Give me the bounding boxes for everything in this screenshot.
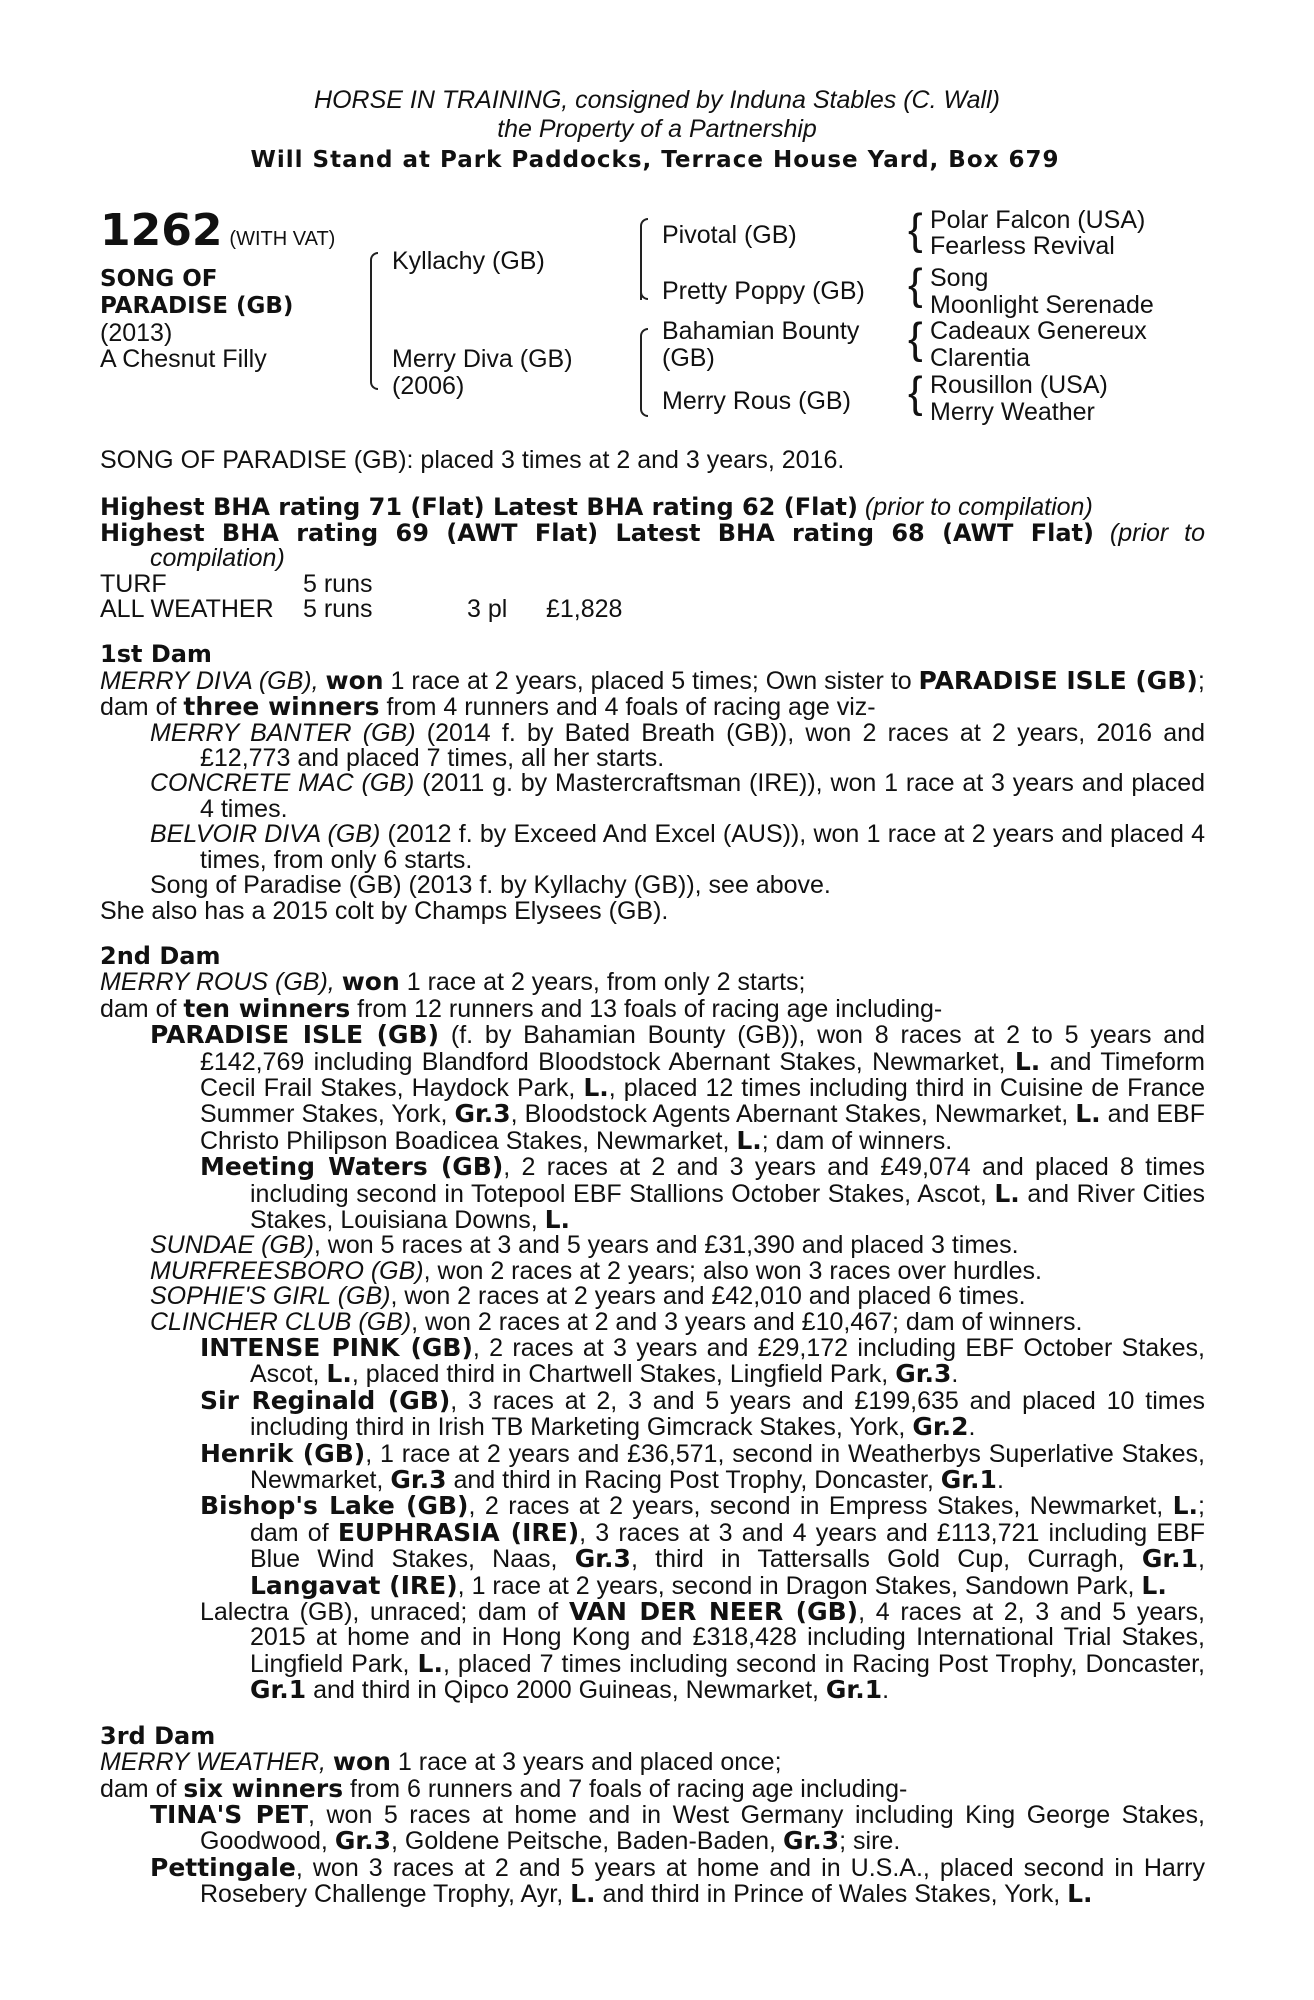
- sire-sire: Pivotal (GB): [662, 221, 797, 249]
- third-dam-tinas-pet: TINA'S PET, won 5 races at home and in West Germany including King George Stakes, Goodwood, Gr.3, Goldene Peitsche, Baden-Baden, Gr.3; sire.: [150, 1799, 1205, 1856]
- consignor-line: HORSE IN TRAINING, consigned by Induna Stables (C. Wall): [314, 86, 1000, 114]
- second-dam-intense-pink: INTENSE PINK (GB), 2 races at 3 years and £29,172 including EBF October Stakes, Ascot, L., placed third in Chartwell Stakes, Lingfield Park, Gr.3.: [200, 1333, 1205, 1389]
- second-dam-lalectra: Lalectra (GB), unraced; dam of VAN DER NEER (GB), 4 races at 2, 3 and 5 years, 2015 at home and in Hong Kong and £318,428 including International Trial Stakes, Lingfield Park, L., placed 7 times including second in Racing Post Trophy, Doncaster, Gr.1 and third in Qipco 2000 Guineas, Newmarket, Gr.1.: [200, 1597, 1205, 1705]
- sss: Polar Falcon (USA): [930, 206, 1146, 234]
- horse-name-line2: PARADISE (GB): [100, 293, 294, 319]
- third-dam-pettingale: Pettingale, won 3 races at 2 and 5 years at home and in U.S.A., placed second in Harry Rosebery Challenge Trophy, Ayr, L. and third in Prince of Wales Stakes, York, L.: [150, 1852, 1205, 1909]
- dam: Merry Diva (GB): [392, 345, 573, 373]
- pedigree-brace: {: [908, 314, 923, 363]
- second-dam-produce: dam of ten winners from 12 runners and 13 foals of racing age including-: [100, 993, 943, 1023]
- catalogue-body: [100, 448, 1205, 1908]
- pedigree-brace: [640, 365, 648, 417]
- sds: Song: [930, 264, 989, 292]
- third-dam-line: MERRY WEATHER, won 1 race at 3 years and placed once;: [100, 1747, 782, 1777]
- second-dam-meeting-waters: Meeting Waters (GB), 2 races at 2 and 3 years and £49,074 and placed 8 times including second in Totepool EBF Stallions October Stakes, Ascot, L. and River Cities Stakes, Louisiana Downs, L.: [200, 1152, 1206, 1234]
- awt-rating-note: compilation): [150, 544, 285, 573]
- second-dam-henrik: Henrik (GB), 1 race at 2 years and £36,571, second in Weatherbys Superlative Stakes, Newmarket, Gr.3 and third in Racing Post Trophy, Doncaster, Gr.1.: [200, 1438, 1205, 1495]
- dam-sire: Bahamian Bounty: [662, 317, 860, 345]
- second-dam-line: MERRY ROUS (GB), won 1 race at 2 years, from only 2 starts;: [100, 967, 806, 997]
- pedigree-brace: {: [908, 260, 923, 309]
- first-dam-produce: dam of three winners from 4 runners and 4 foals of racing age viz-: [100, 692, 876, 722]
- dam-year: (2006): [392, 372, 465, 400]
- awt-rating: Highest BHA rating 69 (AWT Flat) Latest BHA rating 68 (AWT Flat) (prior to: [100, 518, 1205, 547]
- third-dam-produce: dam of six winners from 6 runners and 7 foals of racing age including-: [100, 1773, 908, 1803]
- second-dam-murfreesboro: MURFREESBORO (GB), won 2 races at 2 years; also won 3 races over hurdles.: [150, 1256, 1042, 1285]
- first-dam-foal-1: MERRY BANTER (GB) (2014 f. by Bated Breath (GB)), won 2 races at 2 years, 2016 and £12,773 and placed 7 times, all her starts.: [150, 718, 1205, 773]
- first-dam-foal-2: CONCRETE MAC (GB) (2011 g. by Mastercraftsman (IRE)), won 1 race at 3 years and placed 4 times.: [150, 769, 1205, 823]
- dam-sire-2: (GB): [662, 344, 715, 372]
- stats-all-weather: ALL WEATHER 5 runs 3 pl £1,828: [100, 595, 623, 624]
- dsd: Clarentia: [930, 344, 1031, 372]
- sdd: Moonlight Serenade: [930, 291, 1154, 319]
- horse-year: (2013): [100, 319, 173, 347]
- first-dam-note: She also has a 2015 colt by Champs Elysees (GB).: [100, 896, 669, 925]
- location-line: Will Stand at Park Paddocks, Terrace House Yard, Box 679: [250, 147, 1060, 173]
- first-dam-foal-3: BELVOIR DIVA (GB) (2012 f. by Exceed And Excel (AUS)), won 1 race at 2 years and placed 4 times, from only 6 starts.: [150, 820, 1206, 874]
- sire-dam: Pretty Poppy (GB): [662, 277, 865, 305]
- race-summary: SONG OF PARADISE (GB): placed 3 times at 2 and 3 years, 2016.: [100, 446, 845, 474]
- ssd: Fearless Revival: [930, 232, 1115, 260]
- dss: Cadeaux Genereux: [930, 317, 1147, 345]
- flat-rating: Highest BHA rating 71 (Flat) Latest BHA rating 62 (Flat) (prior to compilation): [100, 493, 1093, 522]
- first-dam-foal-4: Song of Paradise (GB) (2013 f. by Kyllachy (GB)), see above.: [150, 871, 831, 900]
- stats-turf: TURF 5 runs: [100, 569, 373, 598]
- property-line: the Property of a Partnership: [497, 115, 817, 143]
- second-dam-sir-reginald: Sir Reginald (GB), 3 races at 2, 3 and 5 years and £199,635 and placed 10 times including third in Irish TB Marketing Gimcrack Stakes, York, Gr.2.: [200, 1385, 1205, 1442]
- horse-description: A Chesnut Filly: [100, 345, 267, 373]
- sire: Kyllachy (GB): [392, 247, 545, 275]
- second-dam-sundae: SUNDAE (GB), won 5 races at 3 and 5 years and £31,390 and placed 3 times.: [150, 1231, 1019, 1260]
- second-dam-clincher-club: CLINCHER CLUB (GB), won 2 races at 2 and 3 years and £10,467; dam of winners.: [150, 1307, 1083, 1336]
- pedigree-brace: {: [908, 368, 923, 417]
- second-dam-sophies-girl: SOPHIE'S GIRL (GB), won 2 races at 2 years and £42,010 and placed 6 times.: [150, 1282, 1026, 1311]
- ddd: Merry Weather: [930, 398, 1095, 426]
- horse-name-line1: SONG OF: [100, 266, 218, 292]
- lot-number-line: [100, 205, 336, 256]
- second-dam-bishops-lake: Bishop's Lake (GB), 2 races at 2 years, second in Empress Stakes, Newmarket, L.; dam of EUPHRASIA (IRE), 3 races at 3 and 4 years and £113,721 including EBF Blue Wind Stakes, Naas, Gr.3, third in Tattersalls Gold Cup, Curragh, Gr.1, Langavat (IRE), 1 race at 2 years, second in Dragon Stakes, Sandown Park, L.: [200, 1491, 1206, 1600]
- dam-dam: Merry Rous (GB): [662, 387, 851, 415]
- second-dam-paradise-isle: PARADISE ISLE (GB) (f. by Bahamian Bounty (GB)), won 8 races at 2 to 5 years and £142,769 including Blandford Bloodstock Abernant Stakes, Newmarket, L. and Timeform Cecil Frail Stakes, Haydock Park, L., placed 12 times including third in Cuisine de France Summer Stakes, York, Gr.3, Bloodstock Agents Abernant Stakes, Newmarket, L. and EBF Christo Philipson Boadicea Stakes, Newmarket, L.; dam of winners.: [150, 1020, 1206, 1155]
- lot-number: 1262: [100, 205, 223, 256]
- dds: Rousillon (USA): [930, 371, 1108, 399]
- first-dam-line: MERRY DIVA (GB), won 1 race at 2 years, placed 5 times; Own sister to PARADISE ISLE (GB);: [100, 665, 1205, 695]
- pedigree-brace: [640, 258, 648, 300]
- first-dam-title: 1st Dam: [100, 640, 212, 669]
- second-dam-title: 2nd Dam: [100, 941, 221, 970]
- third-dam-title: 3rd Dam: [100, 1721, 216, 1750]
- vat-note: (WITH VAT): [229, 228, 336, 250]
- pedigree-brace: {: [908, 205, 923, 254]
- pedigree-brace: [370, 330, 378, 390]
